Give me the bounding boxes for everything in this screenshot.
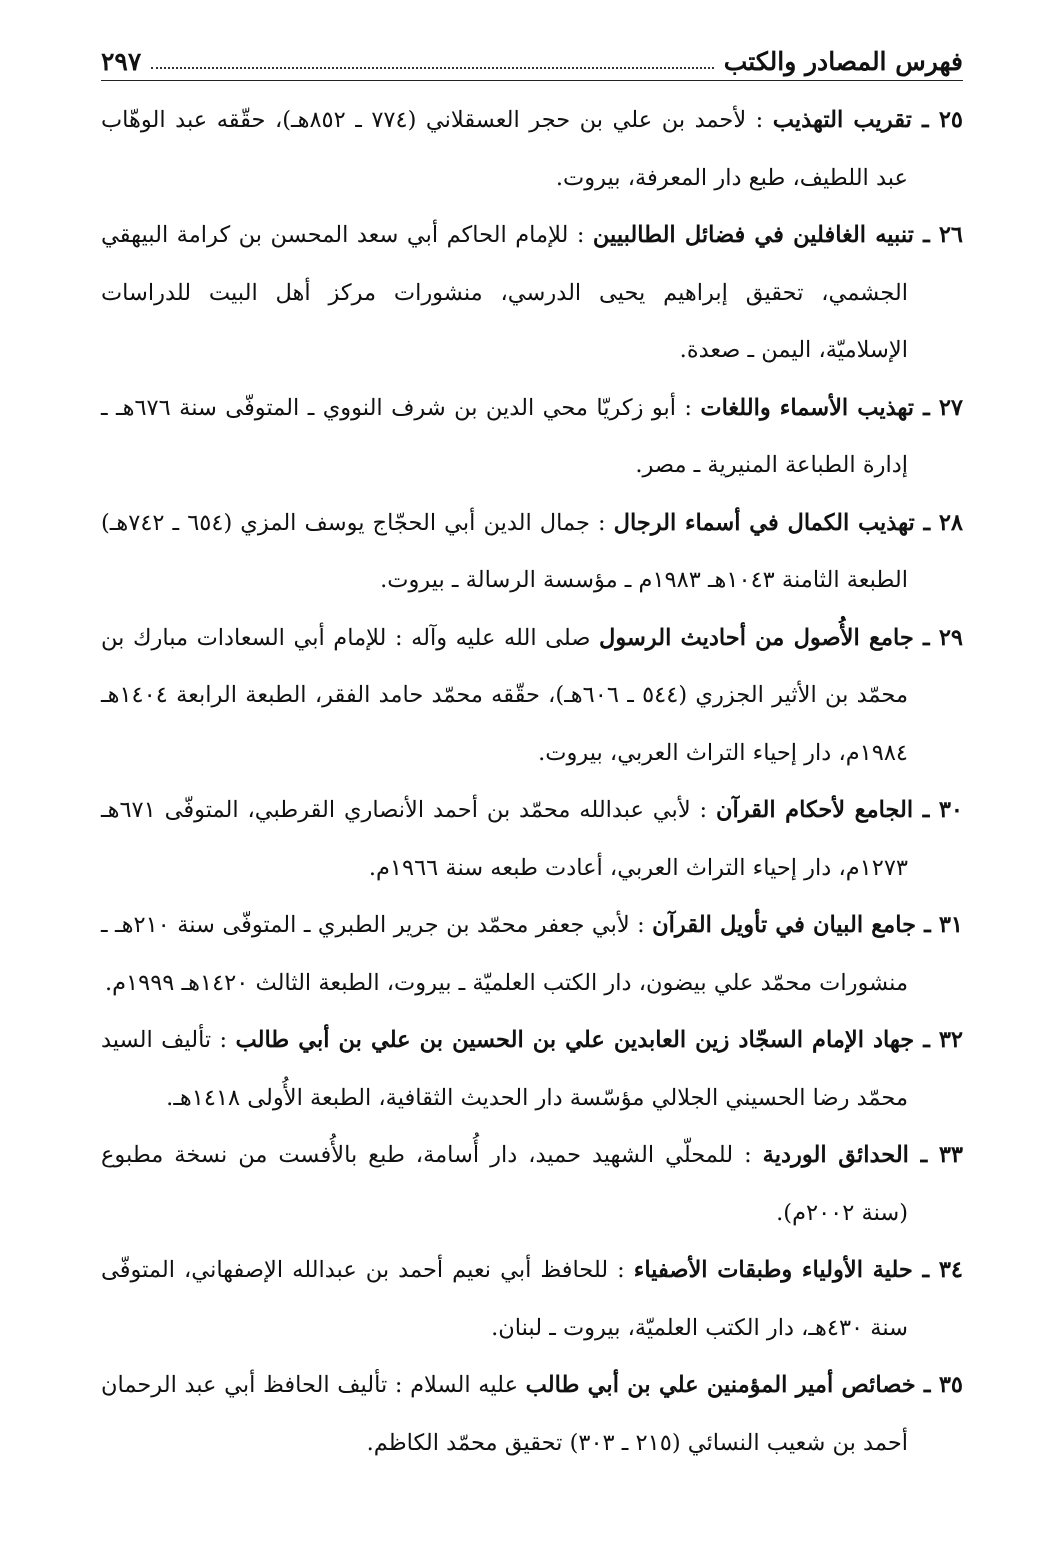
entry-body: : تأليف السيد محمّد رضا الحسيني الجلالي مؤسّسة دار الحديث الثقافية، الطبعة الأُولى ١٤١٨هـ. (101, 1027, 908, 1111)
entry-title: الحدائق الوردية (762, 1142, 909, 1168)
entry-title: تهذيب الأسماء واللغات (700, 394, 915, 421)
entry-title: جهاد الإمام السجّاد زين العابدين علي بن الحسين بن علي بن أبي طالب (235, 1027, 915, 1053)
entry-title: تهذيب الكمال في أسماء الرجال (613, 509, 915, 536)
entry-body: : أبو زكريّا محي الدين بن شرف النووي ـ المتوفّى سنة ٦٧٦هـ ـ إدارة الطباعة المنيرية ـ مصر. (101, 394, 908, 478)
entry-body: عليه السلام : تأليف الحافظ أبي عبد الرحمان أحمد بن شعيب النسائي (٢١٥ ـ ٣٠٣) تحقيق محمّد الكاظم. (101, 1372, 908, 1456)
entry-number: ٢٧ (938, 394, 963, 421)
entry-number: ٣٥ (938, 1372, 964, 1398)
leader-dots (151, 67, 713, 69)
bibliography-entry: ٣٤ ـ حلية الأولياء وطبقات الأصفياء : للحافظ أبي نعيم أحمد بن عبدالله الإصفهاني، المتوفّى سنة ٤٣٠هـ، دار الكتب العلميّة، بيروت ـ لبنان. (101, 1257, 963, 1341)
page-number: ٢٩٧ (101, 47, 142, 76)
entry-title: الجامع لأحكام القرآن (715, 797, 914, 823)
entry-title: جامع الأُصول من أحاديث الرسول (598, 624, 914, 651)
entry-number: ٣١ (938, 912, 963, 938)
entry-number: ٢٨ (938, 509, 963, 536)
entry-number: ٢٥ (938, 107, 964, 133)
entry-body: : لأبي عبدالله محمّد بن أحمد الأنصاري القرطبي، المتوفّى ٦٧١هـ ١٢٧٣م، دار إحياء التراث العربي، أعادت طبعه سنة ١٩٦٦م. (101, 797, 908, 881)
bibliography-entry: ٢٨ ـ تهذيب الكمال في أسماء الرجال : جمال الدين أبي الحجّاج يوسف المزي (٦٥٤ ـ ٧٤٢هـ) الطبعة الثامنة ١٠٤٣هـ ١٩٨٣م ـ مؤسسة الرسالة ـ بيروت. (101, 509, 963, 593)
entry-number: ٣٤ (938, 1257, 963, 1283)
bibliography-entry: ٣٠ ـ الجامع لأحكام القرآن : لأبي عبدالله محمّد بن أحمد الأنصاري القرطبي، المتوفّى ٦٧١هـ ١٢٧٣م، دار إحياء التراث العربي، أعادت طبعه سنة ١٩٦٦م. (101, 797, 964, 881)
entry-body: : للحافظ أبي نعيم أحمد بن عبدالله الإصفهاني، المتوفّى سنة ٤٣٠هـ، دار الكتب العلميّة، بيروت ـ لبنان. (101, 1257, 908, 1341)
entry-body: : لأبي جعفر محمّد بن جرير الطبري ـ المتوفّى سنة ٢١٠هـ ـ منشورات محمّد علي بيضون، دار الكتب العلميّة ـ بيروت، الطبعة الثالث ١٤٢٠هـ ١٩٩٩م. (101, 912, 908, 996)
entry-title: حلية الأولياء وطبقات الأصفياء (633, 1257, 913, 1283)
bibliography-entry: ٣١ ـ جامع البيان في تأويل القرآن : لأبي جعفر محمّد بن جرير الطبري ـ المتوفّى سنة ٢١٠هـ ـ منشورات محمّد علي بيضون، دار الكتب العلميّة ـ بيروت، الطبعة الثالث ١٤٢٠هـ ١٩٩٩م. (101, 912, 963, 996)
bibliography-entry: ٢٩ ـ جامع الأُصول من أحاديث الرسول صلى الله عليه وآله : للإمام أبي السعادات مبارك بن محمّد بن الأثير الجزري (٥٤٤ ـ ٦٠٦هـ)، حقّقه محمّد حامد الفقر، الطبعة الرابعة ١٤٠٤هـ ١٩٨٤م، دار إحياء التراث العربي، بيروت. (101, 624, 963, 766)
entry-body: : للإمام الحاكم أبي سعد المحسن بن كرامة البيهقي الجشمي، تحقيق إبراهيم يحيى الدرسي، منشورات مركز أهل البيت للدراسات الإسلاميّة، اليمن ـ صعدة. (101, 222, 908, 363)
entry-body: : لأحمد بن علي بن حجر العسقلاني (٧٧٤ ـ ٨٥٢هـ)، حقّقه عبد الوهّاب عبد اللطيف، طبع دار المعرفة، بيروت. (101, 107, 908, 191)
header-rule (101, 80, 963, 81)
entry-number: ٢٦ (938, 222, 963, 248)
bibliography-entry: ٢٧ ـ تهذيب الأسماء واللغات : أبو زكريّا محي الدين بن شرف النووي ـ المتوفّى سنة ٦٧٦هـ ـ إدارة الطباعة المنيرية ـ مصر. (101, 394, 963, 478)
entry-title: جامع البيان في تأويل القرآن (652, 912, 916, 938)
bibliography-entry: ٣٢ ـ جهاد الإمام السجّاد زين العابدين علي بن الحسين بن علي بن أبي طالب : تأليف السيد محمّد رضا الحسيني الجلالي مؤسّسة دار الحديث الثقافية، الطبعة الأُولى ١٤١٨هـ. (101, 1027, 964, 1111)
entry-body: : جمال الدين أبي الحجّاج يوسف المزي (٦٥٤ ـ ٧٤٢هـ) الطبعة الثامنة ١٠٤٣هـ ١٩٨٣م ـ مؤسسة الرسالة ـ بيروت. (101, 509, 908, 593)
bibliography-entry: ٢٦ ـ تنبيه الغافلين في فضائل الطالبيين : للإمام الحاكم أبي سعد المحسن بن كرامة البيهقي الجشمي، تحقيق إبراهيم يحيى الدرسي، منشورات مركز أهل البيت للدراسات الإسلاميّة، اليمن ـ صعدة. (101, 222, 963, 363)
entry-title: خصائص أمير المؤمنين علي بن أبي طالب (525, 1372, 916, 1398)
bibliography-entry: ٢٥ ـ تقريب التهذيب : لأحمد بن علي بن حجر العسقلاني (٧٧٤ ـ ٨٥٢هـ)، حقّقه عبد الوهّاب عبد اللطيف، طبع دار المعرفة، بيروت. (101, 107, 964, 191)
entry-title: تنبيه الغافلين في فضائل الطالبيين (592, 222, 914, 248)
entry-title: تقريب التهذيب (772, 107, 912, 133)
entry-number: ٣٣ (938, 1142, 963, 1168)
entry-number: ٢٩ (938, 624, 963, 651)
running-title: فهرس المصادر والكتب (723, 47, 963, 76)
entry-body: صلى الله عليه وآله : للإمام أبي السعادات مبارك بن محمّد بن الأثير الجزري (٥٤٤ ـ ٦٠٦هـ)، حقّقه محمّد حامد الفقر، الطبعة الرابعة ١٤٠٤هـ ١٩٨٤م، دار إحياء التراث العربي، بيروت. (101, 624, 909, 766)
bibliography-entry: ٣٣ ـ الحدائق الوردية : للمحلّي الشهيد حميد، دار أُسامة، طبع بالأُفست من نسخة مطبوع (سنة ٢٠٠٢م). (101, 1142, 963, 1226)
page-header (101, 34, 963, 74)
bibliography-entry: ٣٥ ـ خصائص أمير المؤمنين علي بن أبي طالب عليه السلام : تأليف الحافظ أبي عبد الرحمان أحمد بن شعيب النسائي (٢١٥ ـ ٣٠٣) تحقيق محمّد الكاظم. (101, 1372, 964, 1456)
entry-number: ٣٢ (938, 1027, 964, 1053)
bibliography-list (101, 92, 963, 1472)
entry-body: : للمحلّي الشهيد حميد، دار أُسامة، طبع بالأُفست من نسخة مطبوع (سنة ٢٠٠٢م). (101, 1142, 908, 1226)
entry-number: ٣٠ (938, 797, 964, 823)
